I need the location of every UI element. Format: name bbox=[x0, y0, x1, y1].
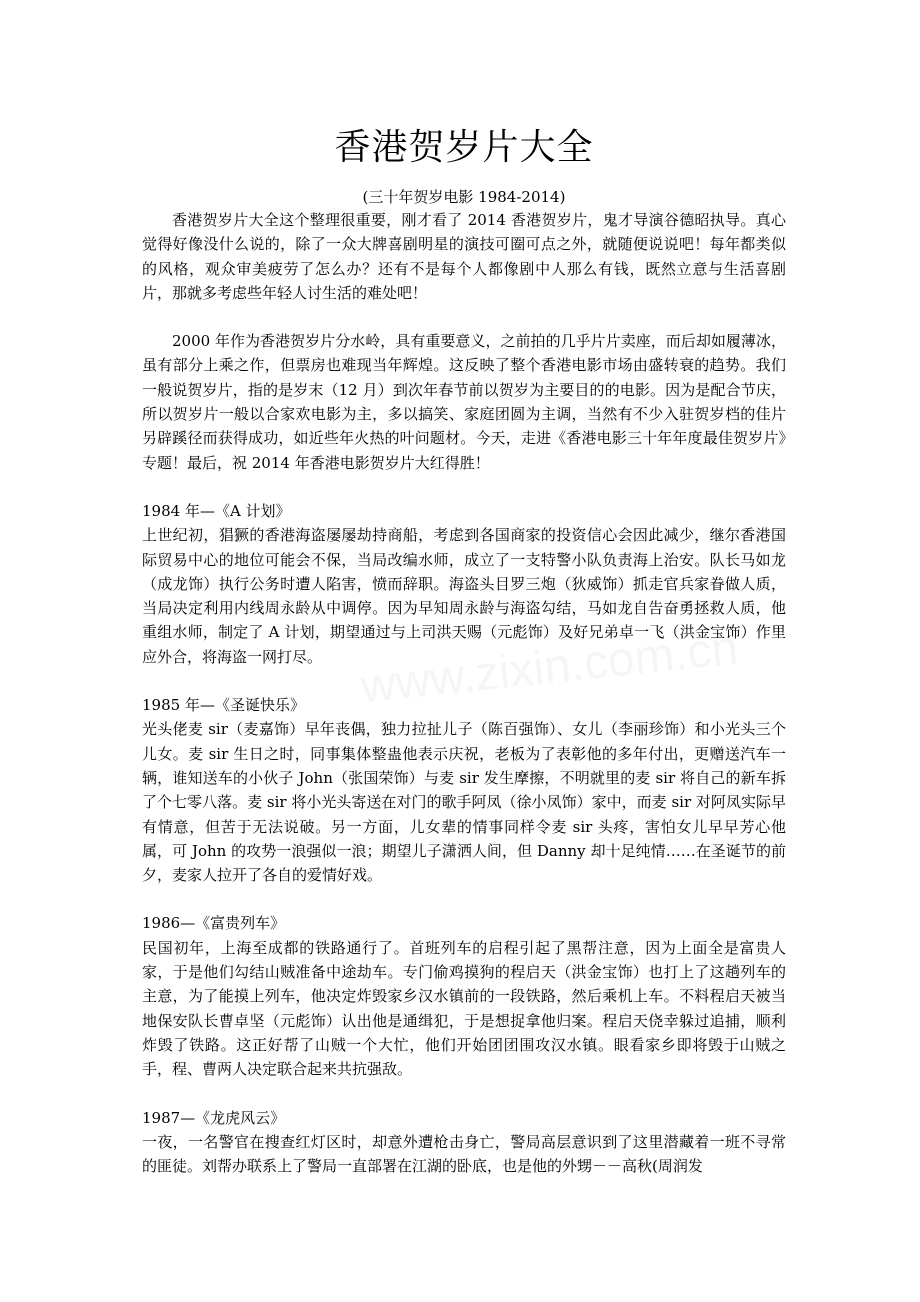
section-body-1985: 光头佬麦 sir（麦嘉饰）早年丧偶，独力拉扯儿子（陈百强饰）、女儿（李丽珍饰）和小光头三个儿女。麦 sir 生日之时，同事集体整蛊他表示庆祝，老板为了表彰他的多年付出，更赠送汽车一辆，谁知送车的小伙子 John（张国荣饰）与麦 sir 发生摩擦，不明就里的麦 sir 将自己的新车拆了个七零八落。麦 sir 将小光头寄送在对门的歌手阿凤（徐小凤饰）家中，而麦 sir 对阿凤实际早有情意，但苦于无法说破。另一方面，儿女辈的情事同样令麦 sir 头疼，害怕女儿早早芳心他属，可 John 的攻势一浪强似一浪；期望儿子潇洒人间，但 Danny 却十足纯情……在圣诞节的前夕，麦家人拉开了各自的爱情好戏。 bbox=[142, 720, 786, 885]
section-body-1986: 民国初年，上海至成都的铁路通行了。首班列车的启程引起了黑帮注意，因为上面全是富贵人家，于是他们勾结山贼准备中途劫车。专门偷鸡摸狗的程启天（洪金宝饰）也打上了这趟列车的主意，为了能摸上列车，他决定炸毁家乡汉水镇前的一段铁路，然后乘机上车。不料程启天被当地保安队长曹卓坚（元彪饰）认出他是通缉犯，于是想捉拿他归案。程启天侥幸躲过追捕，顺利炸毁了铁路。这正好帮了山贼一个大忙，他们开始团团围攻汉水镇。眼看家乡即将毁于山贼之手，程、曹两人决定联合起来共抗强敌。 bbox=[142, 938, 786, 1079]
paragraph-gap bbox=[142, 669, 786, 693]
section-body-1984: 上世纪初，猖獗的香港海盗屡屡劫持商船，考虑到各国商家的投资信心会因此减少，继尔香港国际贸易中心的地位可能会不保，当局改编水师，成立了一支特警小队负责海上治安。队长马如龙（成龙饰）执行公务时遭人陷害，愤而辞职。海盗头目罗三炮（狄威饰）抓走官兵家眷做人质，当局决定利用内线周永龄从中调停。因为早知周永龄与海盗勾结，马如龙自告奋勇拯救人质，他重组水师，制定了 A 计划，期望通过与上司洪天赐（元彪饰）及好兄弟卓一飞（洪金宝饰）作里应外合，将海盗一网打尽。 bbox=[142, 526, 786, 666]
paragraph-gap bbox=[142, 887, 786, 911]
section-heading-1984: 1984 年—《A 计划》 bbox=[142, 501, 291, 520]
intro-paragraph: 香港贺岁片大全这个整理很重要，刚才看了 2014 香港贺岁片，鬼才导演谷德昭执导。真心觉得好像没什么说的，除了一众大牌喜剧明星的演技可圈可点之外，就随便说说吧！每年都类似的风格，观众审美疲劳了怎么办？还有不是每个人都像剧中人那么有钱，既然立意与生活喜剧片，那就多考虑些年轻人讨生活的难处吧！ bbox=[142, 211, 786, 302]
document-page bbox=[142, 118, 786, 1178]
document-subtitle: (三十年贺岁电影 1984-2014) bbox=[362, 188, 566, 206]
background-paragraph: 2000 年作为香港贺岁片分水岭，具有重要意义，之前拍的几乎片片卖座，而后却如履薄冰，虽有部分上乘之作，但票房也难现当年辉煌。这反映了整个香港电影市场由盛转衰的趋势。我们一般说贺岁片，指的是岁末（12 月）到次年春节前以贺岁为主要目的的电影。因为是配合节庆，所以贺岁片一般以合家欢电影为主，多以搞笑、家庭团圆为主调，当然有不少入驻贺岁档的佳片另辟蹊径而获得成功，如近些年火热的叶问题材。今天，走进《香港电影三十年年度最佳贺岁片》专题！最后，祝 2014 年香港电影贺岁片大红得胜！ bbox=[142, 332, 786, 472]
section-heading-1985: 1985 年—《圣诞快乐》 bbox=[142, 696, 305, 715]
section-heading-1986: 1986—《富贵列车》 bbox=[142, 914, 286, 933]
document-title: 香港贺岁片大全 bbox=[334, 127, 594, 168]
paragraph-gap bbox=[142, 305, 786, 329]
section-heading-1987: 1987—《龙虎风云》 bbox=[142, 1108, 286, 1127]
section-body-1987: 一夜，一名警官在搜查红灯区时，却意外遭枪击身亡，警局高层意识到了这里潜藏着一班不寻常的匪徒。刘帮办联系上了警局一直部署在江湖的卧底，也是他的外甥－－高秋(周润发 bbox=[142, 1132, 786, 1176]
paragraph-gap bbox=[142, 475, 786, 499]
paragraph-gap bbox=[142, 1082, 786, 1106]
